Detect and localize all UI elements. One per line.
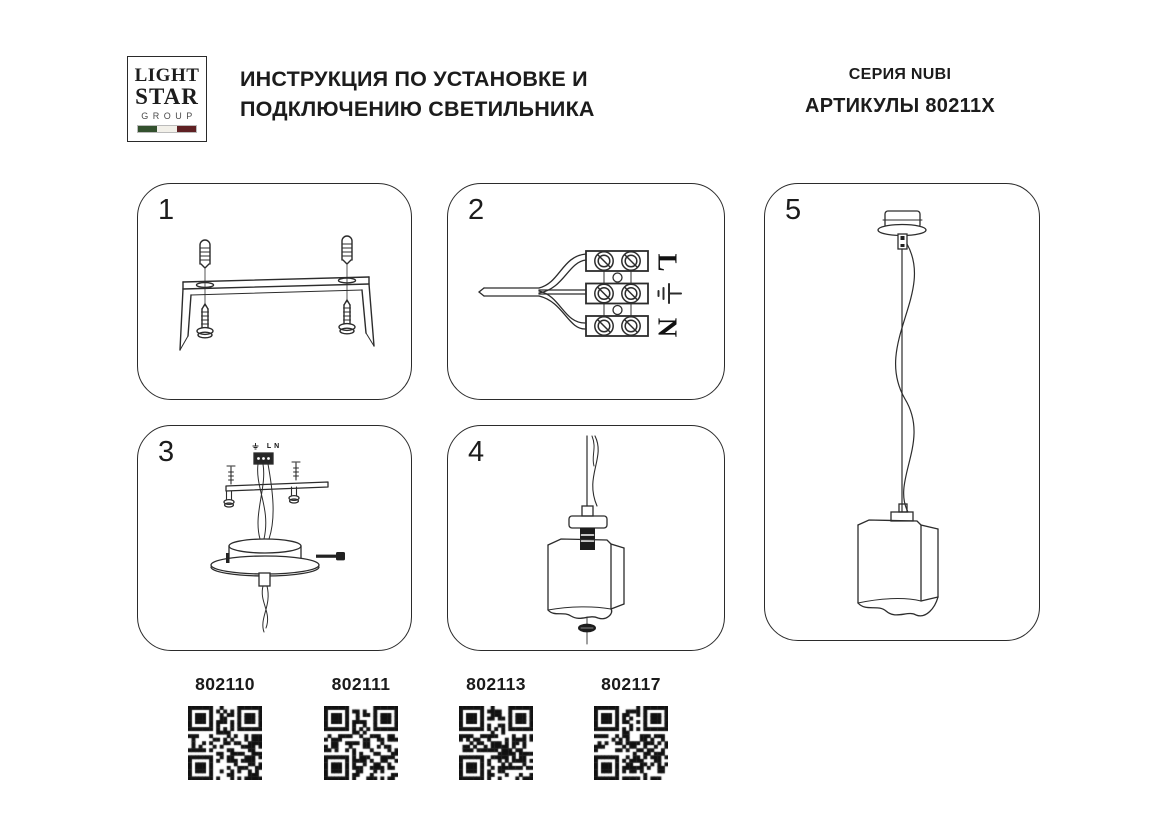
mini-label-N: N bbox=[274, 443, 280, 450]
step-panel-4 bbox=[447, 425, 725, 651]
article-code: 802117 bbox=[601, 674, 661, 694]
mini-terminal-label bbox=[252, 443, 294, 450]
article-code: 802113 bbox=[466, 674, 526, 694]
qr-code bbox=[188, 706, 262, 780]
title-line-2: ПОДКЛЮЧЕНИЮ СВЕТИЛЬНИКА bbox=[240, 97, 595, 121]
lightstar-logo bbox=[127, 56, 207, 142]
step-panel-1 bbox=[137, 183, 412, 400]
articles-label: АРТИКУЛЫ 80211X bbox=[804, 95, 996, 117]
diagram-assembled-pendant bbox=[765, 184, 1041, 642]
step-panel-2 bbox=[447, 183, 725, 400]
series-header bbox=[765, 66, 1035, 118]
step-number-2: 2 bbox=[468, 194, 485, 226]
series-name: СЕРИЯ NUBI bbox=[848, 66, 952, 83]
logo-word-star: STAR bbox=[135, 84, 199, 109]
earth-symbol-small bbox=[252, 443, 259, 450]
italian-flag-stripe bbox=[137, 125, 197, 133]
logo-word-light: LIGHT bbox=[134, 65, 200, 86]
title-line-1: ИНСТРУКЦИЯ ПО УСТАНОВКЕ И bbox=[240, 67, 588, 91]
page-title bbox=[240, 64, 595, 124]
step-number-5: 5 bbox=[785, 194, 802, 226]
diagram-canopy-mounting bbox=[138, 426, 413, 652]
flag-red bbox=[177, 126, 196, 132]
step-number-3: 3 bbox=[158, 436, 175, 468]
qr-code bbox=[594, 706, 668, 780]
article-code: 802111 bbox=[331, 674, 391, 694]
label-line-L: L bbox=[652, 253, 683, 272]
flag-green bbox=[138, 126, 157, 132]
qr-code bbox=[324, 706, 398, 780]
diagram-shade-assembly bbox=[448, 426, 726, 652]
diagram-terminal-wiring bbox=[448, 184, 726, 401]
article-code: 802110 bbox=[195, 674, 255, 694]
logo-word-group: GROUP bbox=[141, 111, 197, 121]
qr-code bbox=[459, 706, 533, 780]
step-number-1: 1 bbox=[158, 194, 175, 226]
diagram-mounting-bracket bbox=[138, 184, 413, 401]
flag-white bbox=[157, 126, 176, 132]
label-neutral-N: N bbox=[652, 317, 683, 338]
step-panel-3 bbox=[137, 425, 412, 651]
mini-label-L: L bbox=[266, 443, 272, 450]
step-panel-5 bbox=[764, 183, 1040, 641]
step-number-4: 4 bbox=[468, 436, 485, 468]
